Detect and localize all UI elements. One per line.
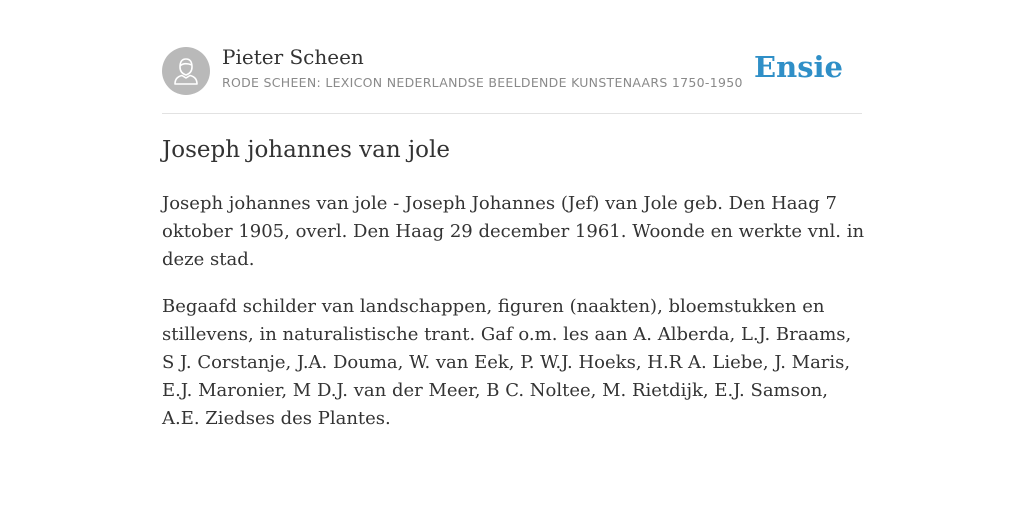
article-paragraph: Begaafd schilder van landschappen, figuren (naakten), bloemstukken en stillevens, in naturalistische trant. Gaf o.m. les aan A. Alberda, L.J. Braams, S J. Corstanje, J.A. Douma, W. van Eek, P. W.J. Hoeks, H.R A. Liebe, J. Maris, E.J. Maronier, M D.J. van der Meer, B C. Noltee, M. Rietdijk, E.J. Samson, A.E. Ziedses des Plantes. [162,296,852,429]
article-header [162,44,862,114]
source-title[interactable]: RODE SCHEEN: LEXICON NEDERLANDSE BEELDENDE KUNSTENAARS 1750-1950 [222,75,743,90]
author-avatar[interactable] [162,47,210,95]
ensie-logo[interactable]: Ensie [754,50,843,84]
article-title: Joseph johannes van jole [162,137,450,163]
article-body [162,190,867,452]
author-name[interactable]: Pieter Scheen [222,45,364,69]
article-paragraph: Joseph johannes van jole - Joseph Johannes (Jef) van Jole geb. Den Haag 7 oktober 1905, overl. Den Haag 29 december 1961. Woonde en werkte vnl. in deze stad. [162,193,865,270]
